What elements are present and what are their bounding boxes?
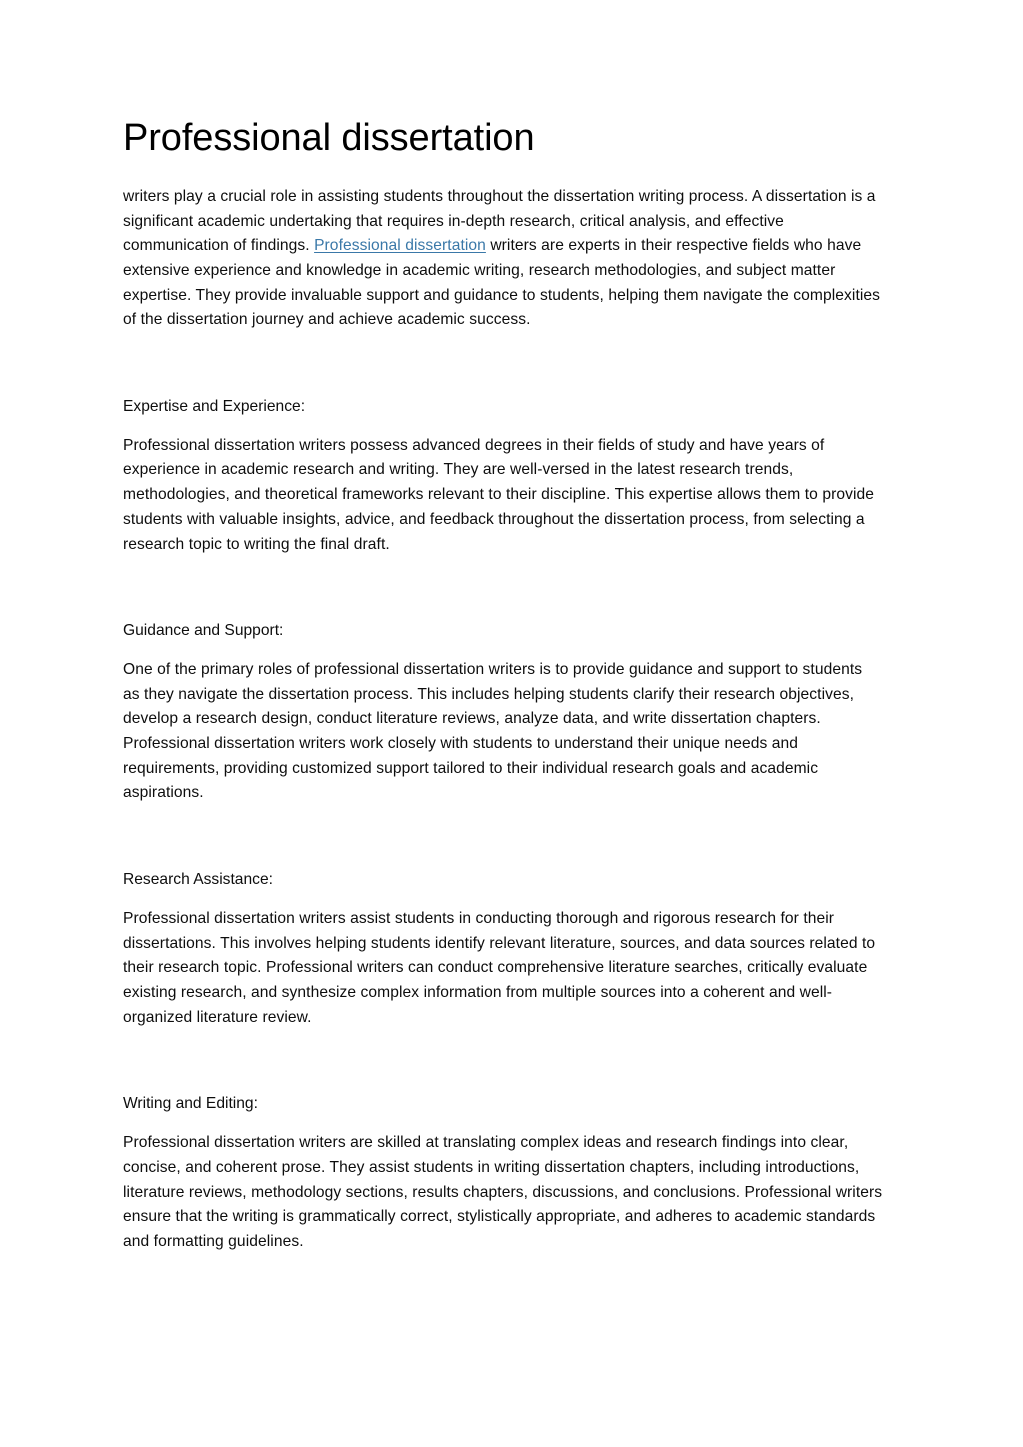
heading-spacer <box>123 1117 883 1131</box>
section-spacer <box>123 557 883 619</box>
section-heading-writing-and-editing: Writing and Editing: <box>123 1095 258 1113</box>
section-body-writing-and-editing: Professional dissertation writers are skilled at translating complex ideas and research findings into clear, concise, and coherent prose. They assist students in writing dissertation chapters, including introductions, literature reviews, methodology sections, results chapters, discussions, and conclusions. Professional writers ensure that the writing is grammatically correct, stylistically appropriate, and adheres to academic standards and formatting guidelines. <box>123 1134 883 1250</box>
section-body-expertise-and-experience: Professional dissertation writers possess advanced degrees in their fields of study and have years of experience in academic research and writing. They are well-versed in the latest research trends, methodologies, and theoretical frameworks relevant to their discipline. This expertise allows them to provide students with valuable insights, advice, and feedback throughout the dissertation process, from selecting a research topic to writing the final draft. <box>123 436 875 553</box>
section-heading-guidance-and-support: Guidance and Support: <box>123 622 284 640</box>
heading-spacer <box>123 644 883 658</box>
heading-spacer <box>123 893 883 907</box>
section-heading-research-assistance: Research Assistance: <box>123 871 273 889</box>
heading-spacer <box>123 420 883 434</box>
page-title: Professional dissertation <box>123 117 535 159</box>
professional-dissertation-link[interactable]: Professional dissertation <box>314 237 486 255</box>
section-spacer <box>123 806 883 868</box>
intro-text-after-link: writers are experts in their respective fields who have extensive experience and knowledge in academic writing, research methodologies, and subject matter expertise. They provide invaluable support and guidance to students, helping them navigate the complexities of the dissertation journey and achieve academic success. <box>123 237 881 329</box>
section-heading-expertise-and-experience: Expertise and Experience: <box>123 398 306 416</box>
section-body-guidance-and-support: One of the primary roles of professional dissertation writers is to provide guidance and support to students as they navigate the dissertation process. This includes helping students clarify their research objectives, develop a research design, conduct literature reviews, analyze data, and write dissertation chapters. Professional dissertation writers work closely with students to understand their unique needs and requirements, providing customized support tailored to their individual research goals and academic aspirations. <box>123 660 863 802</box>
section-spacer <box>123 333 883 395</box>
document-content <box>123 116 883 1255</box>
intro-text-before-link: writers play a crucial role in assisting students throughout the dissertation writing process. A dissertation is a significant academic undertaking that requires in-depth research, critical analysis, and effective communication of findings. <box>123 187 876 255</box>
section-spacer <box>123 1030 883 1092</box>
section-body-research-assistance: Professional dissertation writers assist students in conducting thorough and rigorous research for their dissertations. This involves helping students identify relevant literature, sources, and data sources related to their research topic. Professional writers can conduct comprehensive literature searches, critically evaluate existing research, and synthesize complex information from multiple sources into a coherent and well-organized literature review. <box>123 909 876 1026</box>
intro-paragraph <box>123 185 883 333</box>
